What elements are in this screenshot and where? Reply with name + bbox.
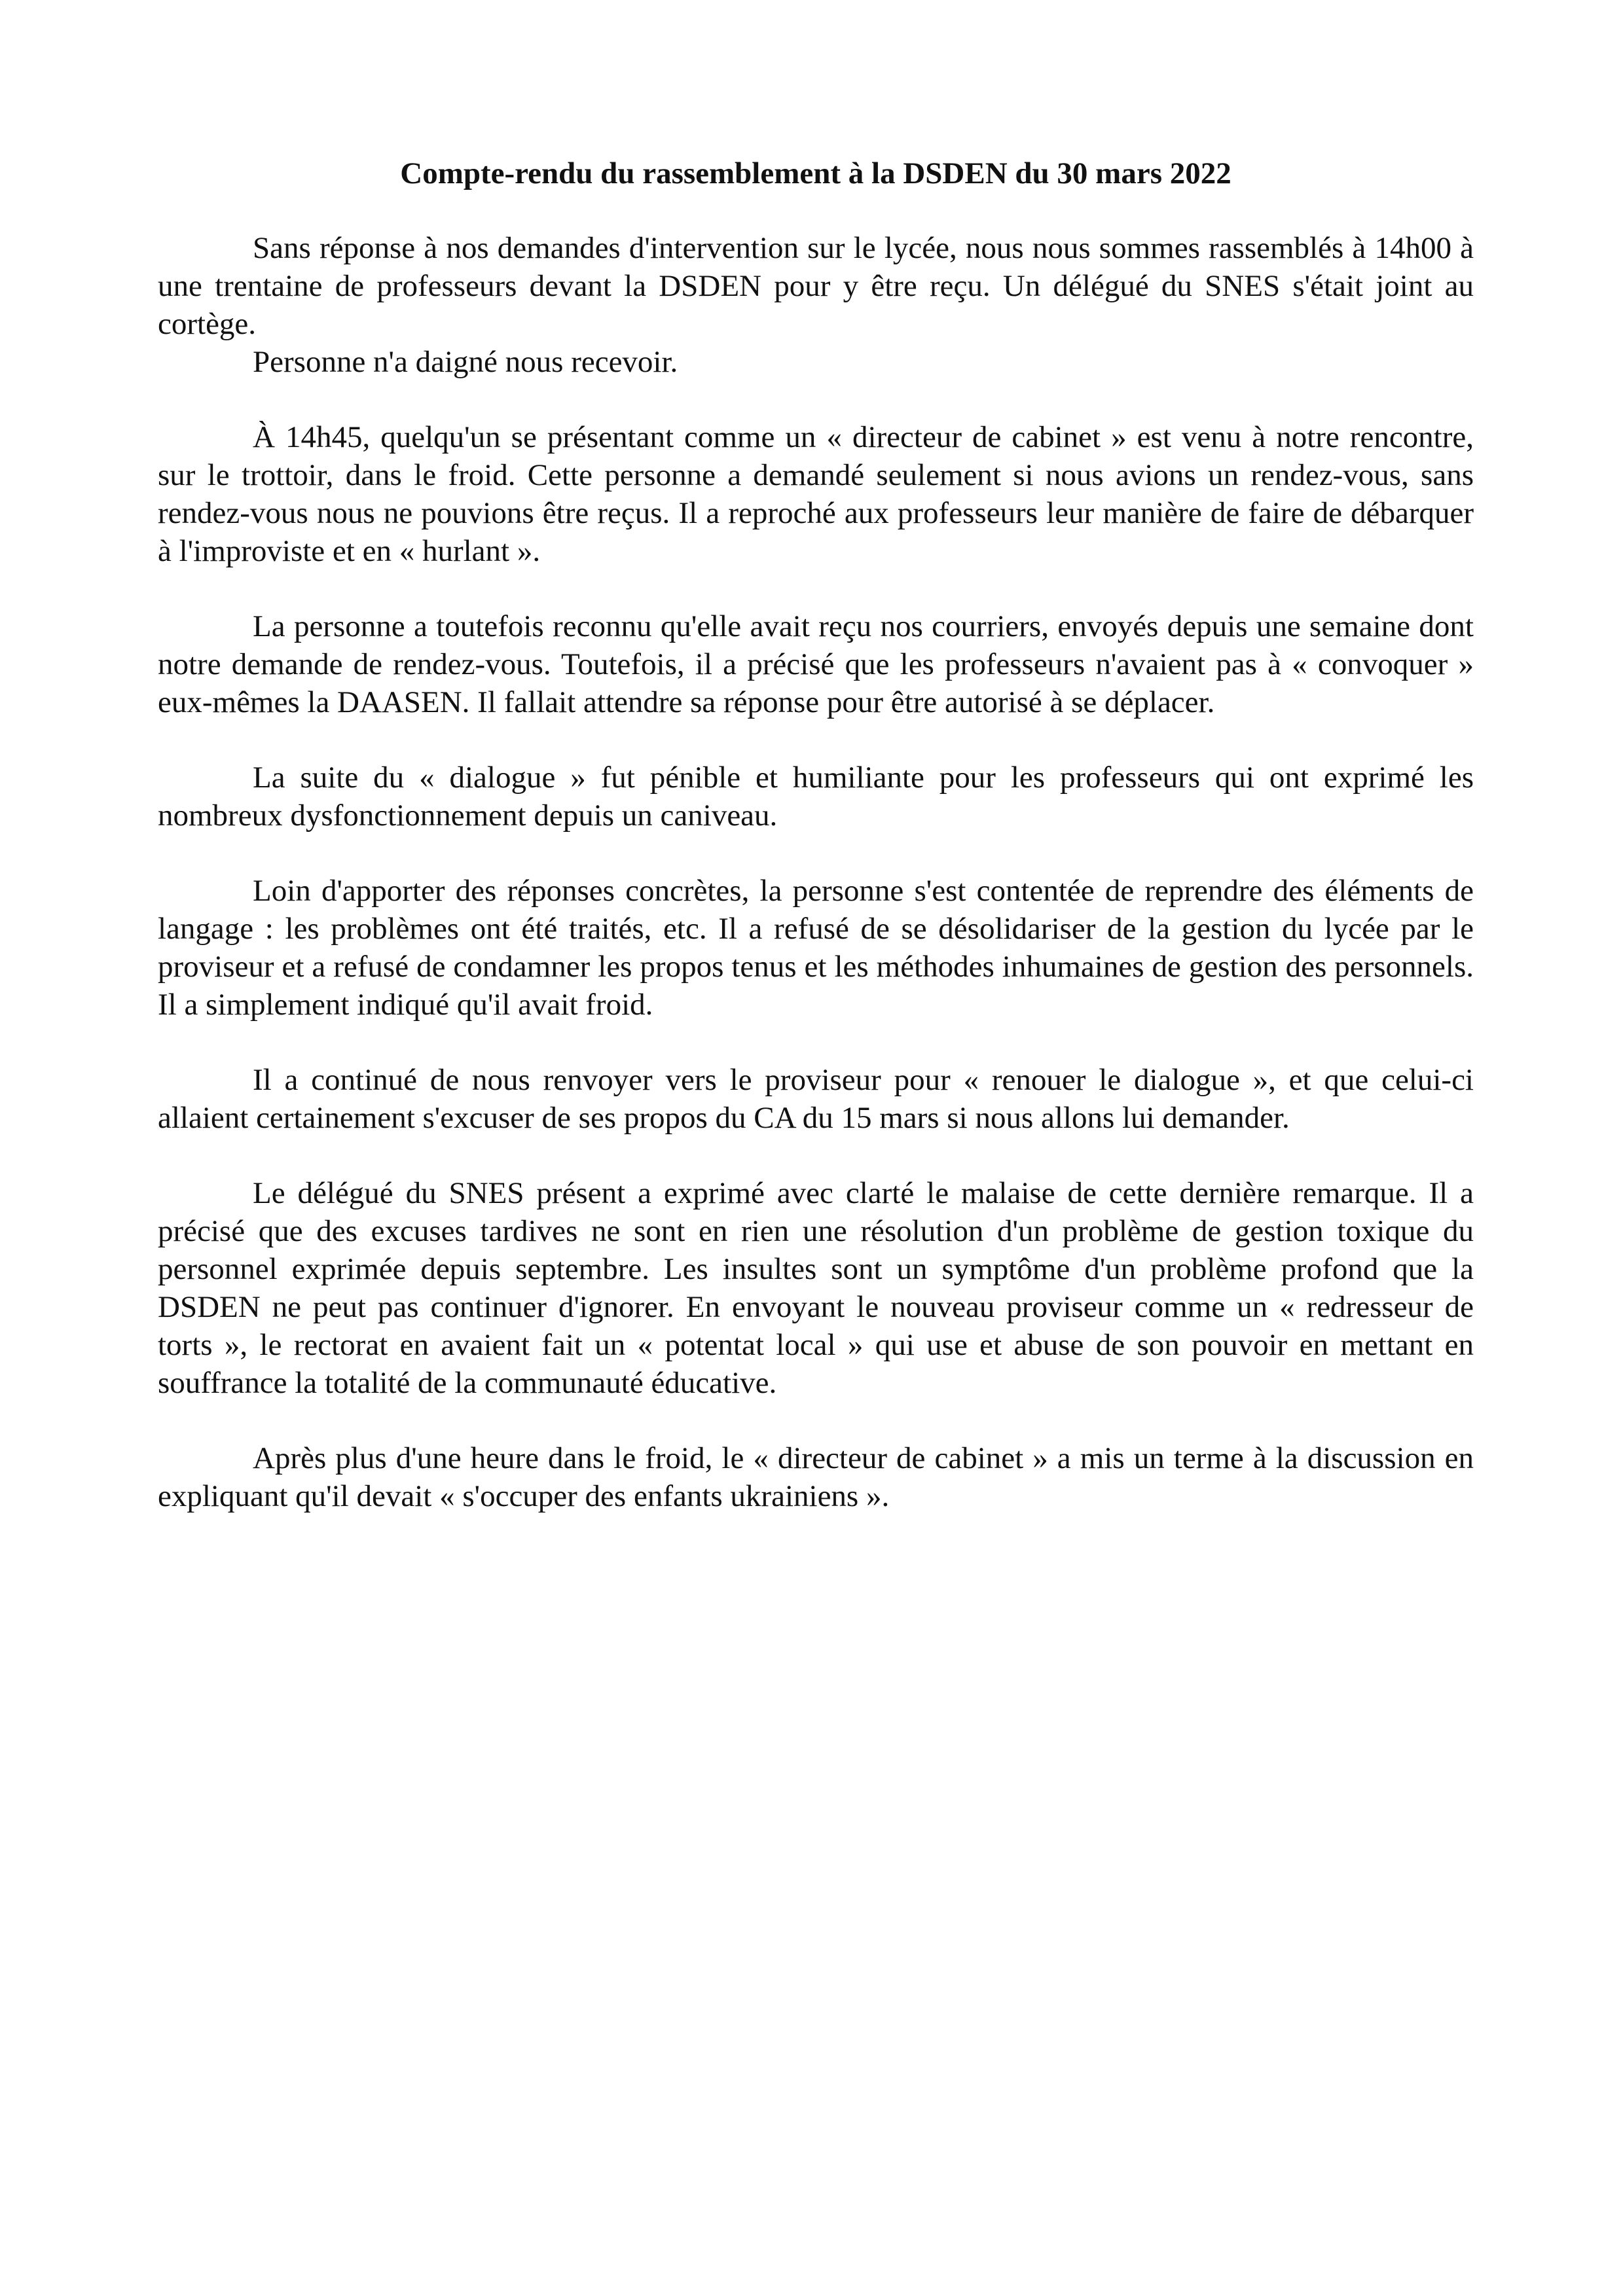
- document-body: [158, 154, 1474, 1552]
- paragraph-9: Après plus d'une heure dans le froid, le « directeur de cabinet » a mis un terme à la discussion en expliquant qu'il devait « s'occuper des enfants ukrainiens ».: [158, 1441, 1474, 1513]
- paragraph-2: Personne n'a daigné nous recevoir.: [253, 345, 678, 379]
- paragraph-8: Le délégué du SNES présent a exprimé avec clarté le malaise de cette dernière remarque. Il a précisé que des excuses tardives ne sont en rien une résolution d'un problème de gestion toxique du personnel exprimée depuis septembre. Les insultes sont un symptôme d'un problème profond que la DSDEN ne peut pas continuer d'ignorer. En envoyant le nouveau proviseur comme un « redresseur de torts », le rectorat en avaient fait un « potentat local » qui use et abuse de son pouvoir en mettant en souffrance la totalité de la communauté éducative.: [158, 1176, 1474, 1400]
- paragraph-7: Il a continué de nous renvoyer vers le proviseur pour « renouer le dialogue », et que celui-ci allaient certainement s'excuser de ses propos du CA du 15 mars si nous allons lui demander.: [158, 1063, 1474, 1135]
- paragraph-4: La personne a toutefois reconnu qu'elle avait reçu nos courriers, envoyés depuis une semaine dont notre demande de rendez-vous. Toutefois, il a précisé que les professeurs n'avaient pas à « convoquer » eux-mêmes la DAASEN. Il fallait attendre sa réponse pour être autorisé à se déplacer.: [158, 609, 1474, 719]
- document-title: Compte-rendu du rassemblement à la DSDEN du 30 mars 2022: [400, 156, 1231, 190]
- paragraph-3: À 14h45, quelqu'un se présentant comme un « directeur de cabinet » est venu à notre rencontre, sur le trottoir, dans le froid. Cette personne a demandé seulement si nous avions un rendez-vous, sans rendez-vous nous ne pouvions être reçus. Il a reproché aux professeurs leur manière de faire de débarquer à l'improviste et en « hurlant ».: [158, 420, 1474, 568]
- paragraph-5: La suite du « dialogue » fut pénible et humiliante pour les professeurs qui ont exprimé les nombreux dysfonctionnement depuis un caniveau.: [158, 761, 1474, 833]
- paragraph-1: Sans réponse à nos demandes d'intervention sur le lycée, nous nous sommes rassemblés à 14h00 à une trentaine de professeurs devant la DSDEN pour y être reçu. Un délégué du SNES s'était joint au cortège.: [158, 231, 1474, 341]
- paragraph-6: Loin d'apporter des réponses concrètes, la personne s'est contentée de reprendre des éléments de langage : les problèmes ont été traités, etc. Il a refusé de se désolidariser de la gestion du lycée par le proviseur et a refusé de condamner les propos tenus et les méthodes inhumaines de gestion des personnels. Il a simplement indiqué qu'il avait froid.: [158, 874, 1474, 1022]
